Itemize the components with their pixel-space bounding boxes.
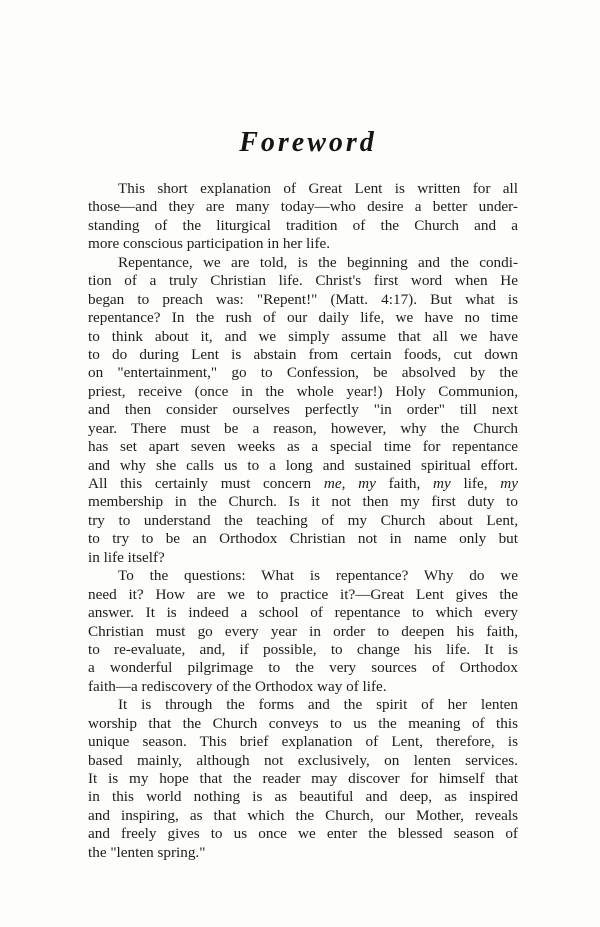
text-line: and freely gives to us once we enter the blessed season of bbox=[88, 825, 518, 843]
text-line: faith—a rediscovery of the Orthodox way of life. bbox=[88, 677, 387, 695]
text-line: in life itself? bbox=[88, 548, 165, 566]
text-line: standing of the liturgical tradition of the Church and a bbox=[88, 216, 518, 234]
text-line: in this world nothing is as beautiful and deep, as inspired bbox=[88, 788, 518, 806]
italic-phrase: my bbox=[433, 475, 451, 492]
text-line: repentance? In the rush of our daily life, we have no time bbox=[88, 309, 518, 327]
text-line: It is my hope that the reader may discover for himself that bbox=[88, 770, 518, 787]
paragraph bbox=[88, 696, 518, 862]
italic-phrase: me, my bbox=[323, 475, 376, 492]
paragraph bbox=[88, 254, 518, 567]
italic-phrase: my bbox=[500, 475, 518, 492]
text-line: more conscious participation in her life. bbox=[88, 235, 331, 253]
text-segment: All this certainly must concern bbox=[88, 475, 324, 492]
text-line: unique season. This brief explanation of Lent, therefore, is bbox=[88, 733, 518, 751]
text-line: It is through the forms and the spirit of her lenten bbox=[118, 696, 518, 714]
text-line: those—and they are many today—who desire a better under- bbox=[88, 198, 518, 216]
text-line: priest, receive (once in the whole year!) Holy Communion, bbox=[88, 382, 518, 400]
text-line: tion of a truly Christian life. Christ's first word when He bbox=[88, 272, 518, 290]
text-line: To the questions: What is repentance? Why do we bbox=[118, 567, 518, 585]
paragraph bbox=[88, 180, 518, 254]
text-line: need it? How are we to practice it?—Great Lent gives the bbox=[88, 585, 518, 603]
text-line: has set apart seven weeks as a special time for repentance bbox=[88, 438, 518, 456]
text-line: began to preach was: "Repent!" (Matt. 4:17). But what is bbox=[88, 290, 518, 308]
text-line: membership in the Church. Is it not then my first duty to bbox=[88, 493, 518, 511]
text-line: and then consider ourselves perfectly "in order" till next bbox=[88, 401, 518, 419]
text-line: based mainly, although not exclusively, on lenten services. bbox=[88, 751, 518, 769]
text-line: to try to be an Orthodox Christian not in name only but bbox=[88, 530, 518, 548]
text-line: to re-evaluate, and, if possible, to change his life. It is bbox=[88, 640, 518, 658]
text-line: worship that the Church conveys to us the meaning of this bbox=[88, 714, 518, 732]
text-line: try to understand the teaching of my Church about Lent, bbox=[88, 511, 518, 529]
text-line: Christian must go every year in order to deepen his faith, bbox=[88, 622, 518, 640]
text-line-with-italics bbox=[88, 475, 518, 493]
text-segment: faith, bbox=[375, 475, 434, 492]
text-line: a wonderful pilgrimage to the very sources of Orthodox bbox=[88, 659, 518, 677]
text-line: the "lenten spring." bbox=[88, 843, 206, 861]
text-line: to do during Lent is abstain from certain foods, cut down bbox=[88, 345, 518, 363]
text-line: This short explanation of Great Lent is written for all bbox=[118, 180, 518, 197]
text-line: on "entertainment," go to Confession, be absolved by the bbox=[88, 364, 518, 382]
text-line: year. There must be a reason, however, why the Church bbox=[88, 419, 518, 437]
paragraph bbox=[88, 567, 518, 696]
body-text bbox=[88, 180, 518, 862]
text-line: and inspiring, as that which the Church, our Mother, reveals bbox=[88, 806, 518, 824]
text-line: answer. It is indeed a school of repentance to which every bbox=[88, 604, 518, 622]
text-line: Repentance, we are told, is the beginning and the condi- bbox=[118, 253, 518, 271]
page-title: Foreword bbox=[239, 127, 377, 158]
text-line: and why she calls us to a long and sustained spiritual effort. bbox=[88, 456, 518, 474]
text-segment: life, bbox=[450, 475, 501, 492]
text-line: to think about it, and we simply assume that all we have bbox=[88, 327, 518, 345]
